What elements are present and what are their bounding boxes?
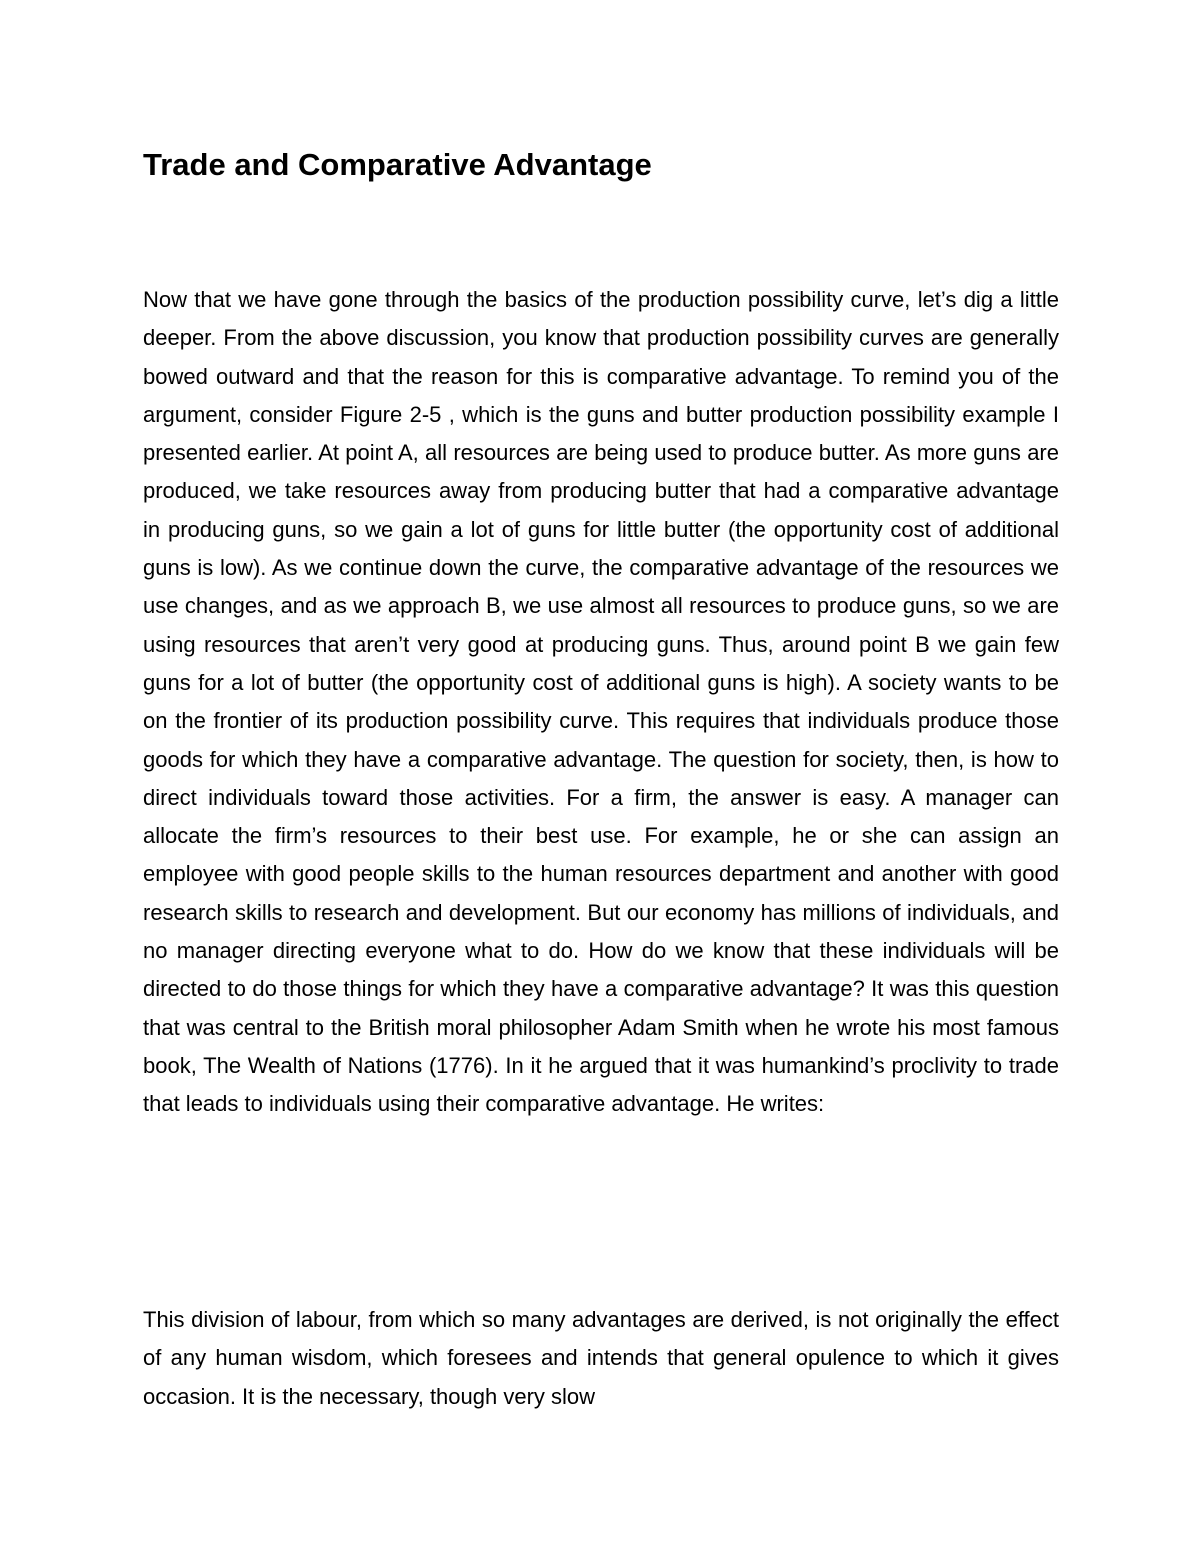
document-title: Trade and Comparative Advantage — [143, 147, 652, 182]
body-paragraph: Now that we have gone through the basics of the production possibility curve, let’s dig a little deeper. From the above discussion, you know that production possibility curves are generally bowed outward and that the reason for this is comparative advantage. To remind you of the argument, consider Figure 2-5 , which is the guns and butter production possibility example I presented earlier. At point A, all resources are being used to produce butter. As more guns are produced, we take resources away from producing butter that had a comparative advantage in producing guns, so we gain a lot of guns for little butter (the opportunity cost of additional guns is low). As we continue down the curve, the comparative advantage of the resources we use changes, and as we approach B, we use almost all resources to produce guns, so we are using resources that aren’t very good at producing guns. Thus, around point B we gain few guns for a lot of butter (the opportunity cost of additional guns is high). A society wants to be on the frontier of its production possibility curve. This requires that individuals produce those goods for which they have a comparative advantage. The question for society, then, is how to direct individuals toward those activities. For a firm, the answer is easy. A manager can allocate the firm’s resources to their best use. For example, he or she can assign an employee with good people skills to the human resources department and another with good research skills to research and development. But our economy has millions of individuals, and no manager directing everyone what to do. How do we know that these individuals will be directed to do those things for which they have a comparative advantage? It was this question that was central to the British moral philosopher Adam Smith when he wrote his most famous book, The Wealth of Nations (1776). In it he argued that it was humankind’s proclivity to trade that leads to individuals using their comparative advantage. He writes: — [143, 287, 1059, 1117]
quote-paragraph: This division of labour, from which so many advantages are derived, is not originally the effect of any human wisdom, which foresees and intends that general opulence to which it gives occasion. It is the necessary, though very slow — [143, 1307, 1059, 1409]
